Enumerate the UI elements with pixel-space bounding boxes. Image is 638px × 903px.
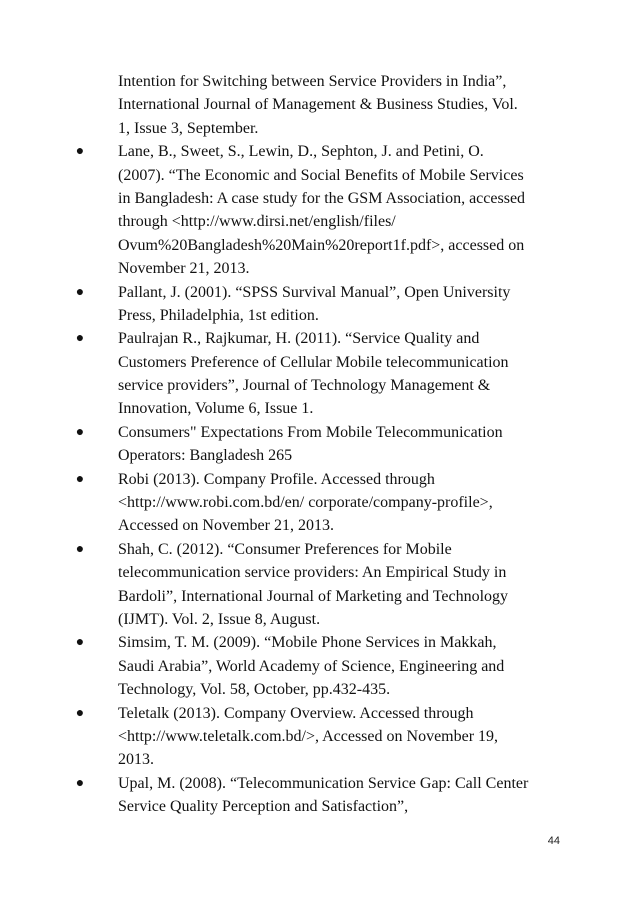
reference-line: in Bangladesh: A case study for the GSM Association, accessed — [118, 189, 526, 207]
reference-line: Innovation, Volume 6, Issue 1. — [118, 400, 314, 418]
reference-item — [75, 772, 564, 819]
reference-line: November 21, 2013. — [118, 260, 250, 278]
reference-line: Service Quality Perception and Satisfaction”, — [118, 798, 409, 816]
bullet-icon: ● — [75, 541, 85, 557]
reference-line: Lane, B., Sweet, S., Lewin, D., Sephton, J. and Petini, O. — [118, 143, 484, 161]
bullet-icon: ● — [75, 144, 85, 160]
reference-line: Upal, M. (2008). “Telecommunication Service Gap: Call Center — [118, 774, 529, 792]
bullet-icon: ● — [75, 635, 85, 651]
reference-item — [75, 421, 564, 468]
bullet-icon: ● — [75, 424, 85, 440]
reference-line: Ovum%20Bangladesh%20Main%20report1f.pdf>, accessed on — [118, 236, 525, 254]
reference-line: (IJMT). Vol. 2, Issue 8, August. — [118, 610, 321, 628]
reference-line: Customers Preference of Cellular Mobile telecommunication — [118, 353, 509, 371]
reference-item — [75, 468, 564, 538]
reference-item — [75, 327, 564, 421]
reference-line: telecommunication service providers: An Empirical Study in — [118, 564, 507, 582]
reference-line: <http://www.robi.com.bd/en/ corporate/company-profile>, — [118, 494, 493, 512]
reference-line: International Journal of Management & Business Studies, Vol. — [118, 96, 518, 114]
reference-item — [75, 631, 564, 701]
reference-item — [96, 70, 564, 140]
reference-line: <http://www.teletalk.com.bd/>, Accessed on November 19, — [118, 727, 499, 745]
reference-item — [75, 538, 564, 632]
reference-line: Simsim, T. M. (2009). “Mobile Phone Services in Makkah, — [118, 634, 497, 652]
reference-line: Accessed on November 21, 2013. — [118, 517, 334, 535]
reference-line: service providers”, Journal of Technology Management & — [118, 377, 491, 395]
reference-line: Pallant, J. (2001). “SPSS Survival Manual”, Open University — [118, 283, 511, 301]
bullet-icon: ● — [75, 331, 85, 347]
reference-line: 2013. — [118, 751, 154, 769]
reference-item — [75, 140, 564, 280]
page-number: 44 — [547, 835, 560, 847]
reference-item — [75, 702, 564, 772]
reference-line: Saudi Arabia”, World Academy of Science, Engineering and — [118, 657, 505, 675]
reference-line: Technology, Vol. 58, October, pp.432-435. — [118, 681, 391, 699]
reference-line: Teletalk (2013). Company Overview. Accessed through — [118, 704, 474, 722]
reference-line: 1, Issue 3, September. — [118, 119, 259, 137]
reference-line: (2007). “The Economic and Social Benefits of Mobile Services — [118, 166, 524, 184]
reference-line: Bardoli”, International Journal of Marketing and Technology — [118, 587, 509, 605]
bullet-icon: ● — [75, 705, 85, 721]
bullet-icon: ● — [75, 471, 85, 487]
reference-list — [75, 70, 564, 819]
bullet-icon: ● — [75, 284, 85, 300]
bullet-icon: ● — [75, 775, 85, 791]
reference-line: Shah, C. (2012). “Consumer Preferences for Mobile — [118, 540, 452, 558]
reference-item — [75, 281, 564, 328]
reference-line: through <http://www.dirsi.net/english/files/ — [118, 213, 396, 231]
reference-line: Operators: Bangladesh 265 — [118, 447, 293, 465]
reference-line: Paulrajan R., Rajkumar, H. (2011). “Service Quality and — [118, 330, 480, 348]
reference-line: Robi (2013). Company Profile. Accessed through — [118, 470, 435, 488]
reference-line: Intention for Switching between Service Providers in India”, — [118, 73, 507, 90]
reference-line: Consumers" Expectations From Mobile Telecommunication — [118, 423, 503, 441]
reference-line: Press, Philadelphia, 1st edition. — [118, 306, 319, 324]
